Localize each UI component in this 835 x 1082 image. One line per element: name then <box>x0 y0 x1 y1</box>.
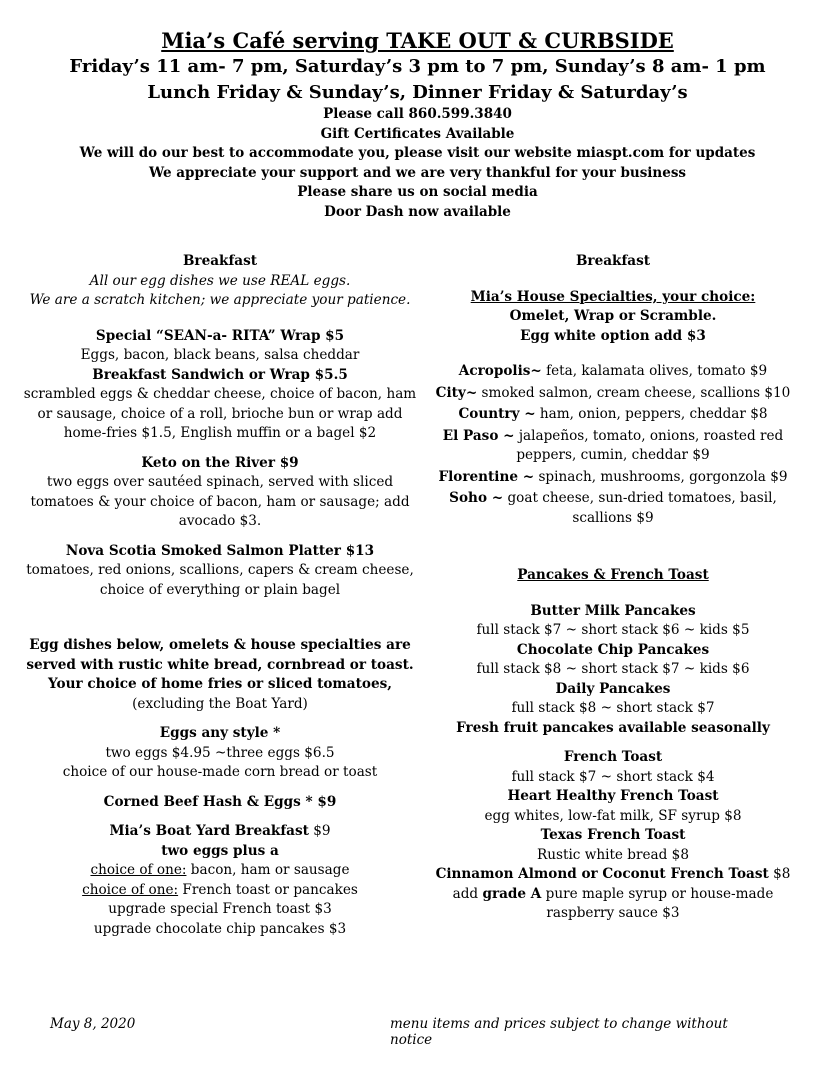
eggs-desc-2: choice of our house-made corn bread or toast <box>62 764 378 780</box>
chocchip-desc: full stack $8 ~ short stack $7 ~ kids $6 <box>476 661 750 677</box>
specialty-desc: feta, kalamata olives, tomato $9 <box>541 363 768 379</box>
specialty-name: Country ~ <box>458 406 536 422</box>
specialty-name: Soho ~ <box>449 490 504 506</box>
sandwich-desc-2: or sausage, choice of a roll, brioche bun or wrap add <box>37 405 403 422</box>
left-column <box>10 252 430 939</box>
keto-desc-3: avocado $3. <box>178 513 262 529</box>
list-item <box>428 468 798 488</box>
intro-line-1: All our egg dishes we use REAL eggs. <box>89 272 351 289</box>
boat-title: Mia’s Boat Yard Breakfast <box>109 823 309 839</box>
gift-line: Gift Certificates Available <box>320 125 515 142</box>
specialty-name: City~ <box>435 384 478 401</box>
right-breakfast-heading: Breakfast <box>575 253 651 269</box>
specialty-name: Acropolis~ <box>458 363 542 379</box>
syrup-post: pure maple syrup or house-made <box>541 885 774 902</box>
list-item <box>428 384 798 404</box>
texas-desc: Rustic white bread $8 <box>537 846 689 863</box>
cinnamon-line <box>428 865 798 885</box>
chocchip-title: Chocolate Chip Pancakes <box>516 641 710 658</box>
choice-label-2: choice of one: <box>82 881 179 898</box>
daily-desc: full stack $8 ~ short stack $7 <box>511 700 715 716</box>
price-notice: menu items and prices subject to change without notice <box>390 1016 728 1048</box>
keto-title: Keto on the River $9 <box>141 454 299 471</box>
list-item <box>428 427 798 466</box>
specialties-title: Mia’s House Specialties, your choice: <box>470 288 756 305</box>
choice-line-1 <box>10 861 430 881</box>
specialty-desc: ham, onion, peppers, cheddar $8 <box>535 406 768 422</box>
syrup-line <box>428 885 798 905</box>
upgrade-1: upgrade special French toast $3 <box>108 901 332 917</box>
buttermilk-desc: full stack $7 ~ short stack $6 ~ kids $5 <box>476 622 750 638</box>
right-column <box>428 252 798 924</box>
nova-title: Nova Scotia Smoked Salmon Platter $13 <box>65 542 375 559</box>
specialties-sub-2: Egg white option add $3 <box>520 327 706 344</box>
intro-line-2: We are a scratch kitchen; we appreciate your patience. <box>29 292 411 308</box>
specialties-list <box>428 362 798 528</box>
pancakes-heading: Pancakes & French Toast <box>517 567 709 583</box>
list-item <box>428 489 798 528</box>
specialty-desc: jalapeños, tomato, onions, roasted red peppers, cumin, cheddar $9 <box>514 427 784 463</box>
menu-header <box>0 28 835 222</box>
specialty-desc: spinach, mushrooms, gorgonzola $9 <box>534 468 788 485</box>
syrup-pre: add <box>452 885 483 902</box>
specialty-name: El Paso ~ <box>442 427 515 444</box>
thanks-line: We appreciate your support and we are very thankful for your business <box>148 164 687 181</box>
specialty-desc: smoked salmon, cream cheese, scallions $10 <box>477 384 791 401</box>
choice-line-2 <box>10 881 430 901</box>
egg-note-1: Egg dishes below, omelets & house specialties are <box>29 637 411 653</box>
menu-date: May 8, 2020 <box>50 1016 136 1032</box>
nova-desc-1: tomatoes, red onions, scallions, capers & cream cheese, <box>26 562 414 578</box>
specialty-desc: goat cheese, sun-dried tomatoes, basil, scallions $9 <box>503 490 777 526</box>
syrup-grade: grade A <box>482 885 542 902</box>
egg-note-4: (excluding the Boat Yard) <box>132 695 308 712</box>
boat-sub: two eggs plus a <box>161 842 279 859</box>
social-line: Please share us on social media <box>297 184 538 200</box>
eggs-title: Eggs any style * <box>159 725 281 741</box>
sandwich-desc-3: home-fries $1.5, English muffin or a bagel $2 <box>63 425 377 441</box>
keto-desc-2: tomatoes & your choice of bacon, ham or sausage; add <box>30 493 410 510</box>
heart-healthy-desc: egg whites, low-fat milk, SF syrup $8 <box>484 807 742 824</box>
sandwich-desc-1: scrambled eggs & cheddar cheese, choice of bacon, ham <box>23 386 417 402</box>
cinnamon-price: $8 <box>768 866 791 882</box>
boat-price: $9 <box>308 823 331 839</box>
buttermilk-title: Butter Milk Pancakes <box>530 602 696 619</box>
choice-2: French toast or pancakes <box>178 881 358 898</box>
choice-label-1: choice of one: <box>90 862 187 878</box>
list-item <box>428 405 798 425</box>
boat-title-line <box>10 822 430 842</box>
french-toast-desc: full stack $7 ~ short stack $4 <box>511 768 715 785</box>
cinnamon-title: Cinnamon Almond or Coconut French Toast <box>435 866 769 882</box>
doordash-line: Door Dash now available <box>324 203 511 220</box>
daily-title: Daily Pancakes <box>555 680 671 697</box>
left-breakfast-heading: Breakfast <box>182 253 258 269</box>
phone-line: Please call 860.599.3840 <box>323 106 512 122</box>
specialty-name: Florentine ~ <box>438 468 535 485</box>
syrup-line-2: raspberry sauce $3 <box>546 905 680 921</box>
cafe-title: Mia’s Café serving TAKE OUT & CURBSIDE <box>161 28 674 53</box>
wrap-desc: Eggs, bacon, black beans, salsa cheddar <box>80 347 360 363</box>
choice-1: bacon, ham or sausage <box>186 862 350 878</box>
egg-note-3: Your choice of home fries or sliced tomatoes, <box>47 676 392 692</box>
hash-title: Corned Beef Hash & Eggs * $9 <box>103 793 337 810</box>
keto-desc-1: two eggs over sautéed spinach, served with sliced <box>46 474 394 490</box>
heart-healthy-title: Heart Healthy French Toast <box>507 788 719 804</box>
fresh-fruit-note: Fresh fruit pancakes available seasonally <box>456 719 770 736</box>
eggs-desc-1: two eggs $4.95 ~three eggs $6.5 <box>105 744 335 761</box>
sandwich-title: Breakfast Sandwich or Wrap $5.5 <box>92 366 348 383</box>
meals-line: Lunch Friday & Sunday’s, Dinner Friday & Saturday’s <box>147 82 688 103</box>
website-line: We will do our best to accommodate you, please visit our website miaspt.com for updates <box>79 145 756 161</box>
texas-title: Texas French Toast <box>540 827 686 843</box>
egg-note-2: served with rustic white bread, cornbread or toast. <box>26 656 414 673</box>
nova-desc-2: choice of everything or plain bagel <box>99 581 341 598</box>
list-item <box>428 362 798 382</box>
wrap-title: Special “SEAN-a- RITA” Wrap $5 <box>95 327 345 344</box>
upgrade-2: upgrade chocolate chip pancakes $3 <box>93 920 347 937</box>
specialties-sub-1: Omelet, Wrap or Scramble. <box>509 308 717 324</box>
french-toast-title: French Toast <box>563 749 663 765</box>
hours-line: Friday’s 11 am- 7 pm, Saturday’s 3 pm to 7 pm, Sunday’s 8 am- 1 pm <box>69 56 766 77</box>
